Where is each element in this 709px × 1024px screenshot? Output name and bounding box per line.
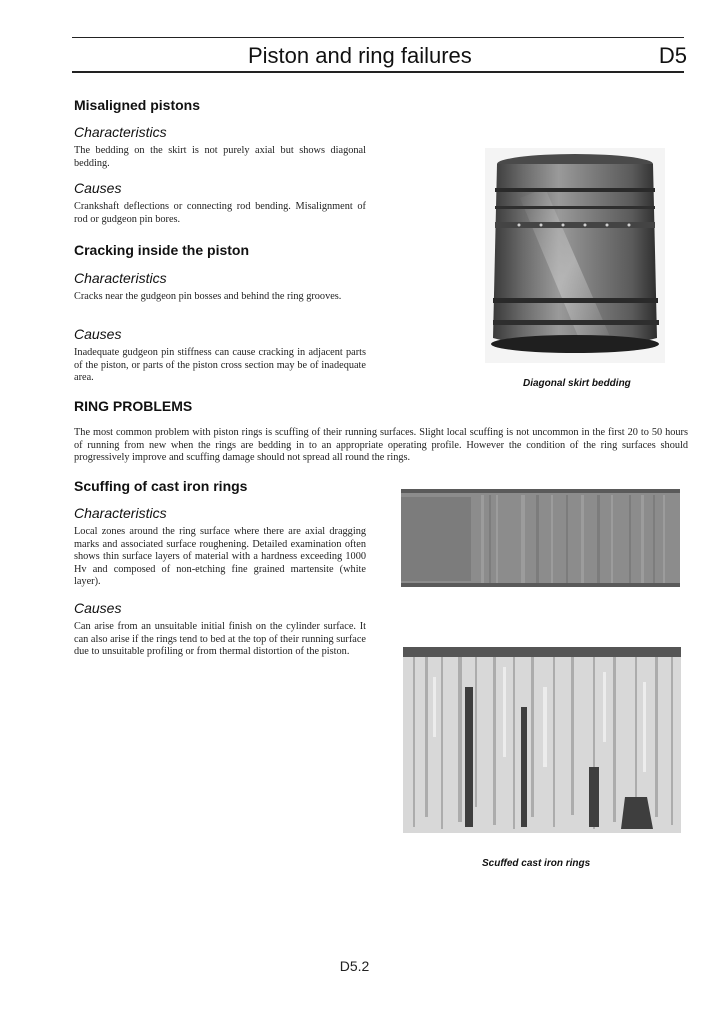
scuffed-rings-photo <box>403 647 681 833</box>
misaligned-characteristics-text: The bedding on the skirt is not purely axial but shows diagonal bedding. <box>74 145 366 169</box>
page-number: D5.2 <box>339 958 370 974</box>
rings-photo-caption: Scuffed cast iron rings <box>482 858 591 869</box>
piston-photo <box>485 148 665 363</box>
subheading-characteristics: Characteristics <box>74 270 167 286</box>
ring-problems-text: The most common problem with piston rings is scuffing of their running surfaces. Slight local scuffing is not uncommon in the first 20 to 50 hours of running from new when the rings are bedding in to an appropriate operating profile. However the condition of the ring surfaces should progressively improve and scuffing damage should not spread all round the rings. <box>74 427 688 464</box>
subheading-causes: Causes <box>74 600 122 616</box>
subheading-causes: Causes <box>74 326 122 342</box>
scuffing-characteristics-text: Local zones around the ring surface where there are axial dragging marks and associated surface roughening. Detailed examination often shows thin surface layers of material with a hardness exceeding 1000 Hv and composed of non-etching fine grained martensite (white layer). <box>74 526 366 588</box>
subheading-characteristics: Characteristics <box>74 124 167 140</box>
subheading-characteristics: Characteristics <box>74 505 167 521</box>
page-title: Piston and ring failures <box>248 43 472 68</box>
scuffing-causes-text: Can arise from an unsuitable initial finish on the cylinder surface. It can also arise if the rings tend to bed at the top of their running surface due to unsuitable profiling or from thermal distortion of the piston. <box>74 621 366 658</box>
header-bottom-rule <box>72 71 684 73</box>
ring-surface-photo <box>401 489 680 587</box>
cracking-characteristics-text: Cracks near the gudgeon pin bosses and behind the ring grooves. <box>74 291 342 302</box>
misaligned-causes-text: Crankshaft deflections or connecting rod bending. Misalignment of rod or gudgeon pin bores. <box>74 201 366 225</box>
header-top-rule <box>72 37 684 38</box>
heading-ring-problems: RING PROBLEMS <box>74 398 193 414</box>
heading-misaligned-pistons: Misaligned pistons <box>74 97 201 113</box>
cracking-causes-text: Inadequate gudgeon pin stiffness can cause cracking in adjacent parts of the piston, or parts of the piston cross section may be of inadequate area. <box>74 347 366 384</box>
section-code: D5 <box>658 43 687 68</box>
heading-cracking-inside-piston: Cracking inside the piston <box>74 242 250 258</box>
piston-photo-caption: Diagonal skirt bedding <box>523 378 631 389</box>
heading-scuffing-cast-iron-rings: Scuffing of cast iron rings <box>74 478 248 494</box>
subheading-causes: Causes <box>74 180 122 196</box>
